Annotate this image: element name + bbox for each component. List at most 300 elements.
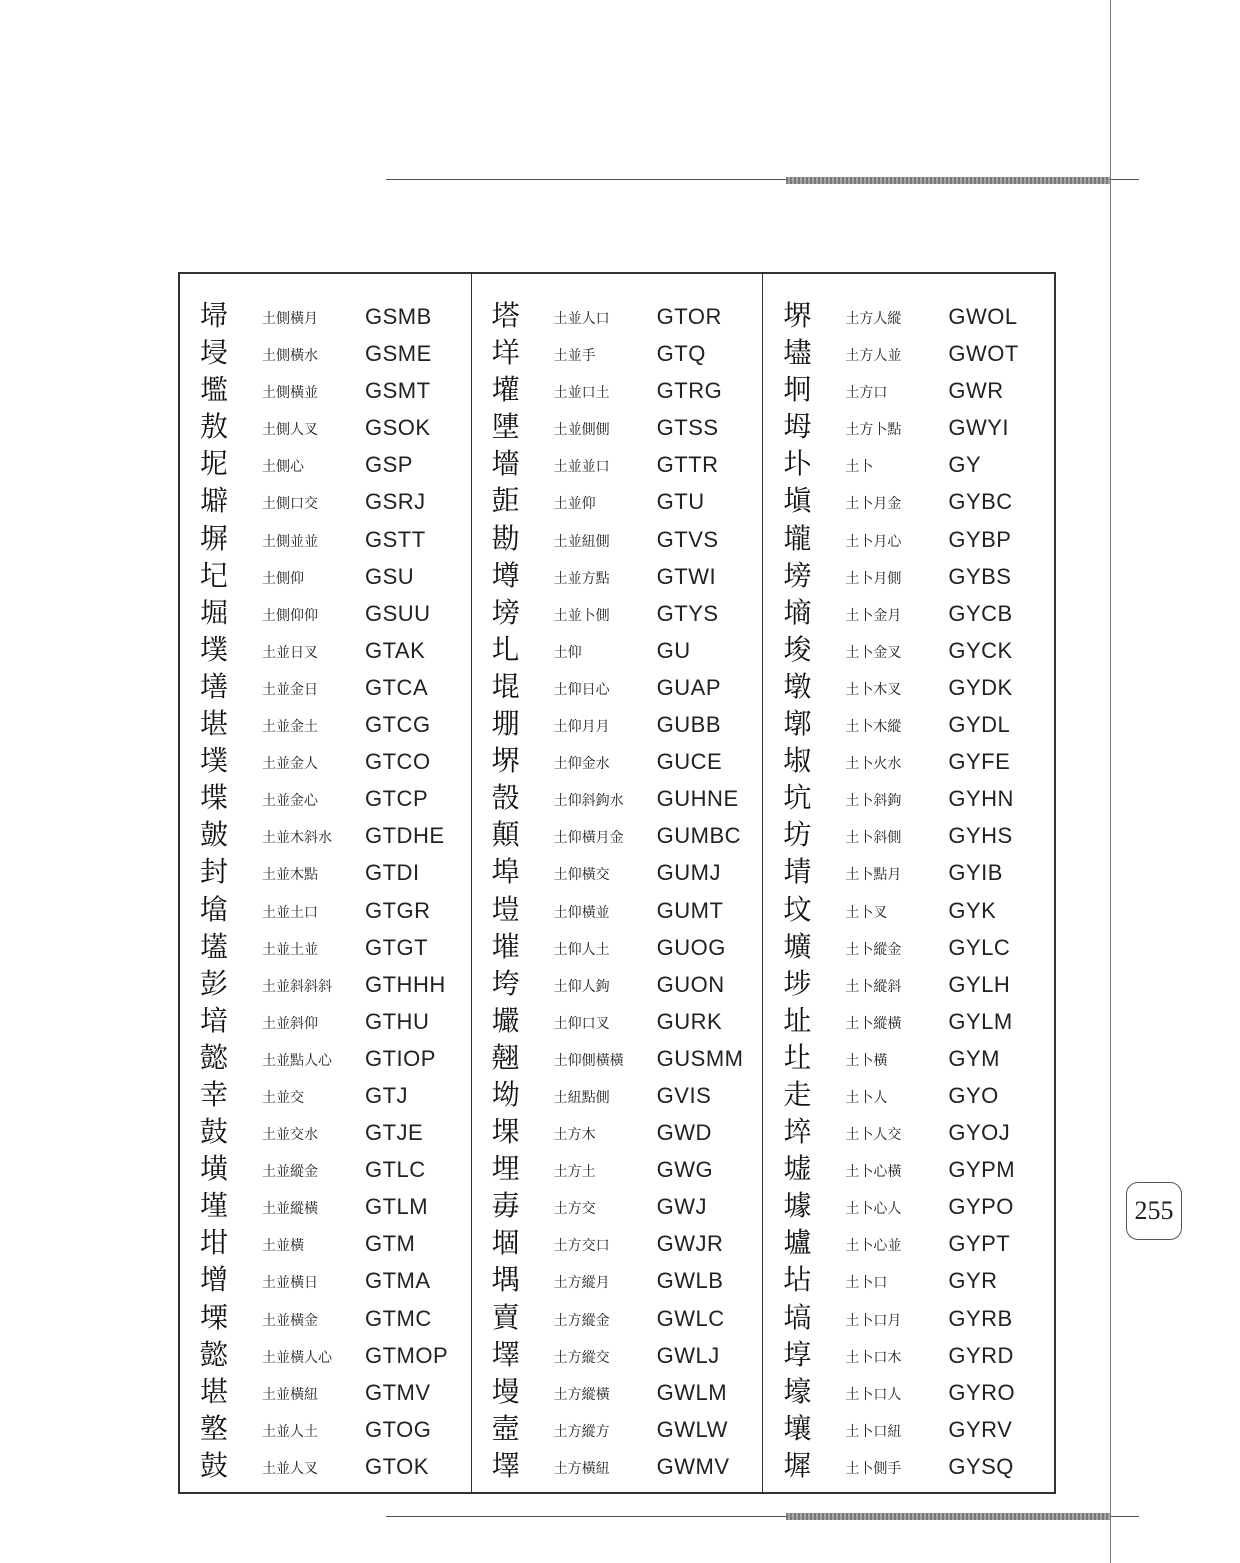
table-row	[763, 1225, 1054, 1262]
character: 墩	[783, 669, 812, 703]
input-code: GUMJ	[656, 860, 721, 886]
character: 墁	[491, 1374, 520, 1408]
radical-sequence: 土並人土	[262, 1423, 318, 1440]
radical-sequence: 土方人縱	[845, 311, 902, 327]
character: 塔	[491, 299, 520, 332]
table-row	[180, 817, 471, 854]
radical-sequence: 土仰橫月金	[553, 830, 624, 847]
character: 堷	[200, 1003, 229, 1037]
character: 墻	[491, 447, 520, 481]
radical-sequence: 土卜木叉	[845, 681, 902, 698]
input-code: GTU	[656, 489, 705, 515]
radical-sequence: 土並縱橫	[262, 1201, 318, 1218]
radical-sequence: 土卜斜側	[845, 830, 902, 847]
character: 塛	[200, 1300, 229, 1334]
input-code: GUHNE	[656, 786, 739, 812]
input-code: GY	[948, 452, 982, 478]
table-row	[763, 1188, 1054, 1225]
input-code: GSU	[365, 563, 415, 589]
input-code: GTDHE	[365, 823, 445, 849]
input-code: GYHN	[948, 786, 1014, 812]
table-row	[763, 1114, 1054, 1151]
table-row	[180, 632, 471, 669]
input-code: GTHU	[365, 1008, 430, 1034]
input-code: GTQ	[656, 341, 706, 367]
table-row	[472, 1337, 763, 1374]
input-code: GTOK	[365, 1453, 429, 1479]
table-row	[180, 1448, 471, 1485]
table-row	[763, 483, 1054, 520]
radical-sequence: 土並橫金	[262, 1312, 318, 1329]
input-code: GYBC	[948, 489, 1013, 515]
character: 堌	[491, 1226, 520, 1260]
input-code: GWJR	[656, 1231, 724, 1257]
character: 塝	[783, 558, 812, 592]
radical-sequence: 土卜月心	[845, 533, 902, 550]
input-code: GYM	[948, 1045, 1000, 1071]
radical-sequence: 土並點人心	[262, 1052, 332, 1069]
character: 墿	[491, 1448, 520, 1482]
character: 圤	[783, 447, 812, 481]
input-code: GWOT	[948, 341, 1019, 367]
character: 埠	[491, 855, 520, 889]
character: 堒	[491, 669, 520, 703]
input-code: GUSMM	[656, 1045, 744, 1071]
input-code: GUMT	[656, 897, 724, 923]
table-row	[180, 892, 471, 929]
radical-sequence: 土側並並	[262, 533, 318, 550]
character: 嗀	[491, 781, 520, 815]
character: 坶	[783, 410, 812, 444]
table-row	[472, 595, 763, 632]
radical-sequence: 土仰橫並	[553, 904, 610, 921]
character: 塡	[783, 484, 812, 518]
table-row	[180, 669, 471, 706]
radical-sequence: 土卜人	[845, 1089, 888, 1106]
radical-sequence: 土仰金水	[553, 756, 610, 773]
character: 垟	[491, 336, 520, 370]
radical-sequence: 土方縱金	[553, 1312, 610, 1329]
radical-sequence: 土方口	[845, 385, 888, 402]
table-row	[763, 632, 1054, 669]
character: 走	[783, 1077, 812, 1111]
character: 壀	[200, 484, 229, 518]
table-row	[763, 1448, 1054, 1485]
radical-sequence: 土並土並	[262, 941, 318, 958]
input-code: GTTR	[656, 452, 719, 478]
radical-sequence: 土並金土	[262, 719, 318, 736]
radical-sequence: 土卜心並	[845, 1238, 902, 1255]
input-code: GUOG	[656, 934, 726, 960]
character: 坭	[200, 447, 229, 481]
radical-sequence: 土方土	[553, 1164, 596, 1181]
radical-sequence: 土並金日	[262, 681, 318, 698]
radical-sequence: 土卜口	[845, 1275, 888, 1292]
input-code: GYLC	[948, 934, 1011, 960]
radical-sequence: 土並人叉	[262, 1460, 318, 1477]
input-code: GTHHH	[365, 971, 446, 997]
input-code: GYLH	[948, 971, 1011, 997]
radical-sequence: 土卜金叉	[845, 644, 902, 661]
table-row	[180, 1003, 471, 1040]
radical-sequence: 土卜口人	[845, 1386, 902, 1403]
table-row	[472, 372, 763, 409]
margin-vertical-line	[1110, 0, 1111, 1563]
input-code: GSOK	[365, 415, 431, 441]
character: 敖	[200, 410, 229, 444]
input-code: GUAP	[656, 674, 722, 700]
radical-sequence: 土卜心人	[845, 1201, 902, 1218]
character: 墀	[783, 1448, 812, 1482]
character: 堪	[200, 707, 229, 741]
input-code: GWG	[656, 1157, 714, 1183]
character: 埋	[491, 1152, 520, 1186]
radical-sequence: 土並手	[553, 348, 596, 365]
table-row	[180, 335, 471, 372]
input-code: GURK	[656, 1008, 723, 1034]
character: 堺	[783, 299, 812, 332]
character: 塙	[783, 1300, 812, 1334]
table-row	[180, 372, 471, 409]
character: 堺	[491, 744, 520, 778]
table-row	[763, 743, 1054, 780]
character: 埗	[783, 966, 812, 1000]
table-row	[180, 1337, 471, 1374]
input-code: GYPM	[948, 1157, 1016, 1183]
table-row	[180, 1262, 471, 1299]
table-column	[763, 274, 1054, 1492]
table-row	[472, 1374, 763, 1411]
input-code: GYBS	[948, 563, 1012, 589]
character: 埣	[783, 1115, 812, 1149]
input-code: GTCA	[365, 674, 429, 700]
table-row	[472, 706, 763, 743]
radical-sequence: 土仰日心	[553, 681, 610, 698]
character: 墟	[783, 1152, 812, 1186]
character: 皷	[200, 818, 229, 852]
table-row	[180, 1411, 471, 1448]
character: 埻	[783, 1337, 812, 1371]
bottom-rule-tail	[1111, 1516, 1139, 1517]
table-row	[472, 298, 763, 335]
character: 坳	[491, 1077, 520, 1111]
table-row	[763, 1411, 1054, 1448]
input-code: GWYI	[948, 415, 1010, 441]
table-row	[472, 1114, 763, 1151]
input-code: GYRD	[948, 1342, 1014, 1368]
radical-sequence: 土並土口	[262, 904, 318, 921]
table-row	[472, 892, 763, 929]
input-code: GVIS	[656, 1082, 712, 1108]
input-code: GTLM	[365, 1194, 429, 1220]
input-code: GTCO	[365, 749, 431, 775]
radical-sequence: 土並交	[262, 1089, 304, 1106]
table-column	[180, 274, 472, 1492]
table-row	[180, 298, 471, 335]
table-row	[472, 1151, 763, 1188]
character: 壾	[491, 484, 520, 518]
table-row	[180, 558, 471, 595]
character: 塦	[491, 410, 520, 444]
table-row	[180, 1114, 471, 1151]
input-code: GYPO	[948, 1194, 1014, 1220]
character: 堋	[491, 707, 520, 741]
table-row	[763, 706, 1054, 743]
character: 塏	[491, 892, 520, 926]
character: 墣	[200, 744, 229, 778]
input-code: GSMB	[365, 304, 432, 329]
character: 坩	[200, 1226, 229, 1260]
table-row	[472, 743, 763, 780]
input-code: GYSQ	[948, 1453, 1014, 1479]
character: 埽	[200, 299, 229, 332]
input-code: GTMA	[365, 1268, 431, 1294]
table-row	[472, 780, 763, 817]
table-row	[472, 409, 763, 446]
radical-sequence: 土卜月側	[845, 570, 902, 587]
input-code: GYLM	[948, 1008, 1013, 1034]
table-row	[180, 409, 471, 446]
page-number: 255	[1126, 1182, 1182, 1240]
input-code: GYBP	[948, 526, 1012, 552]
radical-sequence: 土方木	[553, 1127, 596, 1144]
table-row	[763, 817, 1054, 854]
input-code: GTMC	[365, 1305, 432, 1331]
character: 壦	[491, 373, 520, 407]
radical-sequence: 土並縱金	[262, 1164, 318, 1181]
radical-sequence: 土並仰	[553, 496, 596, 513]
input-code: GTJ	[365, 1082, 409, 1108]
radical-sequence: 土並金人	[262, 756, 318, 773]
input-code: GTIOP	[365, 1045, 436, 1071]
character: 鼓	[200, 1448, 229, 1482]
input-code: GTMV	[365, 1379, 431, 1405]
table-row	[180, 1225, 471, 1262]
table-row	[763, 558, 1054, 595]
radical-sequence: 土仰口叉	[553, 1015, 610, 1032]
input-code: GUMBC	[656, 823, 742, 849]
character: 坑	[783, 781, 812, 815]
character: 增	[200, 1263, 229, 1297]
table-row	[180, 1077, 471, 1114]
character: 壗	[783, 336, 812, 370]
radical-sequence: 土卜側手	[845, 1460, 902, 1477]
input-code: GTGT	[365, 934, 429, 960]
character: 圵	[783, 1040, 812, 1074]
radical-sequence: 土卜縱橫	[845, 1015, 902, 1032]
character: 鼓	[200, 1115, 229, 1149]
character: 坰	[783, 373, 812, 407]
input-code: GYCB	[948, 600, 1013, 626]
radical-sequence: 土方交口	[553, 1238, 610, 1255]
character: 壤	[783, 1411, 812, 1445]
table-row	[763, 446, 1054, 483]
table-row	[763, 1151, 1054, 1188]
input-code: GSME	[365, 341, 432, 367]
radical-sequence: 土並口土	[553, 385, 610, 402]
radical-sequence: 土紐點側	[553, 1089, 610, 1106]
table-row	[472, 854, 763, 891]
character: 壠	[783, 521, 812, 555]
table-row	[763, 1337, 1054, 1374]
character: 埱	[783, 744, 812, 778]
table-row	[472, 966, 763, 1003]
character: 垮	[491, 966, 520, 1000]
table-row	[472, 1077, 763, 1114]
input-code: GSP	[365, 452, 413, 478]
radical-sequence: 土卜人交	[845, 1127, 902, 1144]
input-code: GYRB	[948, 1305, 1013, 1331]
bottom-rule-line	[386, 1516, 786, 1517]
radical-sequence: 土側橫水	[262, 348, 318, 365]
character: 翹	[491, 1040, 520, 1074]
table-row	[472, 632, 763, 669]
character: 懿	[200, 1337, 229, 1371]
table-row	[472, 1262, 763, 1299]
radical-sequence: 土卜縱斜	[845, 978, 902, 995]
table-row	[180, 1188, 471, 1225]
radical-sequence: 土並斜仰	[262, 1015, 318, 1032]
character: 壚	[783, 1226, 812, 1260]
table-row	[180, 706, 471, 743]
input-code: GYRV	[948, 1416, 1013, 1442]
table-row	[472, 521, 763, 558]
table-row	[180, 521, 471, 558]
code-table	[178, 272, 1056, 1494]
input-code: GSRJ	[365, 489, 426, 515]
input-code: GU	[656, 637, 691, 663]
character: 墔	[491, 929, 520, 963]
table-row	[763, 335, 1054, 372]
table-row	[763, 1077, 1054, 1114]
input-code: GTGR	[365, 897, 431, 923]
bottom-rule-bar	[786, 1513, 1111, 1520]
character: 墫	[491, 558, 520, 592]
radical-sequence: 土卜口木	[845, 1349, 902, 1366]
radical-sequence: 土方縱方	[553, 1423, 610, 1440]
top-rule-tail	[1111, 179, 1139, 180]
input-code: GYRO	[948, 1379, 1016, 1405]
radical-sequence: 土側心	[262, 459, 304, 476]
input-code: GTCP	[365, 786, 429, 812]
radical-sequence: 土卜點月	[845, 867, 902, 884]
input-code: GTCG	[365, 712, 431, 738]
character: 毐	[491, 1189, 520, 1223]
character: 堪	[200, 1374, 229, 1408]
radical-sequence: 土卜金月	[845, 607, 902, 624]
character: 墐	[200, 1189, 229, 1223]
radical-sequence: 土並木點	[262, 867, 318, 884]
character: 壏	[200, 373, 229, 407]
table-row	[472, 1003, 763, 1040]
input-code: GSUU	[365, 600, 431, 626]
character: 坟	[783, 892, 812, 926]
table-row	[763, 409, 1054, 446]
radical-sequence: 土仰	[553, 644, 582, 661]
input-code: GYO	[948, 1082, 999, 1108]
input-code: GWLW	[656, 1416, 728, 1442]
table-row	[180, 1151, 471, 1188]
character: 幸	[200, 1077, 229, 1111]
character: 壼	[491, 1411, 520, 1445]
radical-sequence: 土並側側	[553, 422, 610, 439]
table-row	[763, 966, 1054, 1003]
radical-sequence: 土並並口	[553, 459, 610, 476]
input-code: GWLC	[656, 1305, 725, 1331]
input-code: GYFE	[948, 749, 1011, 775]
input-code: GWLJ	[656, 1342, 720, 1368]
input-code: GTVS	[656, 526, 719, 552]
table-row	[763, 854, 1054, 891]
table-row	[472, 929, 763, 966]
character: 圮	[200, 558, 229, 592]
character: 勘	[491, 521, 520, 555]
table-row	[763, 1262, 1054, 1299]
top-rule-line	[386, 179, 786, 180]
input-code: GTM	[365, 1231, 416, 1257]
table-row	[472, 558, 763, 595]
radical-sequence: 土仰側橫橫	[553, 1052, 624, 1069]
radical-sequence: 土方縱月	[553, 1275, 610, 1292]
table-row	[180, 446, 471, 483]
character: 賣	[491, 1300, 520, 1334]
input-code: GYDK	[948, 674, 1013, 700]
character: 懿	[200, 1040, 229, 1074]
radical-sequence: 土卜口紐	[845, 1423, 902, 1440]
input-code: GWOL	[948, 304, 1018, 329]
table-row	[763, 372, 1054, 409]
radical-sequence: 土方人並	[845, 348, 902, 365]
table-row	[763, 1374, 1054, 1411]
radical-sequence: 土並紐側	[553, 533, 610, 550]
table-row	[180, 743, 471, 780]
input-code: GWMV	[656, 1453, 730, 1479]
table-row	[472, 1411, 763, 1448]
radical-sequence: 土並方點	[553, 570, 610, 587]
table-row	[472, 446, 763, 483]
table-row	[180, 1300, 471, 1337]
input-code: GTDI	[365, 860, 420, 886]
radical-sequence: 土卜心橫	[845, 1164, 902, 1181]
radical-sequence: 土卜斜鉤	[845, 793, 902, 810]
character: 墪	[200, 1411, 229, 1445]
table-row	[180, 1374, 471, 1411]
input-code: GYIB	[948, 860, 1003, 886]
radical-sequence: 土並橫	[262, 1238, 304, 1255]
input-code: GTJE	[365, 1120, 424, 1146]
character: 址	[783, 1003, 812, 1037]
table-row	[472, 669, 763, 706]
radical-sequence: 土側人叉	[262, 422, 318, 439]
radical-sequence: 土卜橫	[845, 1052, 888, 1069]
character: 坊	[783, 818, 812, 852]
input-code: GTYS	[656, 600, 719, 626]
radical-sequence: 土卜	[845, 459, 874, 476]
character: 彭	[200, 966, 229, 1000]
table-row	[472, 1040, 763, 1077]
character: 墡	[200, 669, 229, 703]
table-row	[763, 1300, 1054, 1337]
character: 墖	[200, 892, 229, 926]
character: 堣	[491, 1263, 520, 1297]
table-row	[180, 854, 471, 891]
input-code: GUON	[656, 971, 725, 997]
input-code: GYR	[948, 1268, 998, 1294]
character: 壉	[783, 1189, 812, 1223]
input-code: GWD	[656, 1120, 712, 1146]
table-row	[472, 1300, 763, 1337]
character: 壕	[783, 1374, 812, 1408]
